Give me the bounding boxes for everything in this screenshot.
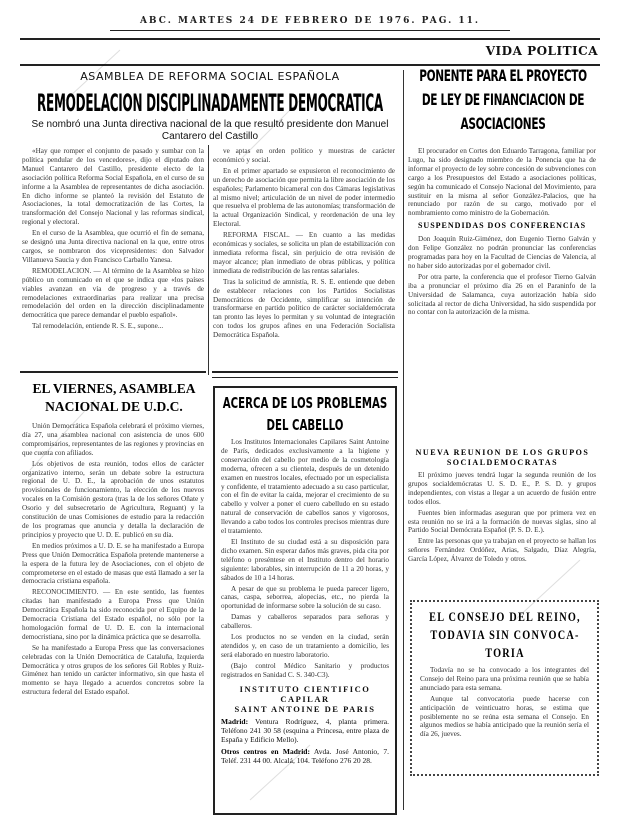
story-headline [22,88,398,118]
paragraph: A pesar de que su problema le pueda parecer ligero, canas, caspa, seborrea, alopecias, etc., no pierda la oportunidad de informarse sobre la solución de su caso. [221,584,389,611]
udc-story-body [22,422,204,812]
address-text: Avda. José Antonio, 7. Teléf. 231 44 00. Alcalá, 104. Teléfono 276 20 28. [221,746,390,765]
consejo-title-line: TORIA [484,646,525,660]
other-centers-address [221,747,389,765]
paragraph: Tras la solicitud de amnistía, R. S. E. entiende que deben de establecer relaciones con los Partidos Socialistas Democráticos de Occidente, simplificar su intención de transformarse en partido político de carácter socialdemócrata tan pronto las leyes lo permitan y su voluntad de integración con todos los grupos afines en una Federación Socialista Democrática Española. [213,277,395,340]
right-story-body [408,147,596,443]
consejo-title [412,608,597,662]
folio-rule [110,30,510,31]
socialdemocratas-body [408,471,596,593]
paragraph: Aunque tal convocatoria puede hacerse con anticipación de veinticuatro horas, se estima que posiblemente no se reúna esta semana el Consejo. En algunos medios se había anticipado que la reunión sería el día 26, jueves. [420,694,589,739]
paragraph: Se ha manifestado a Europa Press que las conversaciones celebradas con la Unión Democrática de Cataluña, Izquierda Democrática y otros grupos de los señores Gil Robles y Ruiz-Giménez han tenido un carácter informativo, sin que hasta el momento se haya llegado a acuerdos concretos sobre la estructura federal del Estado español. [22,643,204,697]
consejo-title-line: TODAVIA SIN CONVOCA- [429,628,580,642]
column-divider [403,70,404,810]
paragraph: Los objetivos de esta reunión, todos ellos de carácter organizativo interno, serán un debate sobre la estructura regional de U. D. E., la aprobación de unos estatutos provisionales de funcionamiento, la elección de los nuevos vocales en la Comisión gestora (tras la de los señores Oñate y Osorio y del subsecretario de Agricultura, Reguant) y la constitución de unas Comisiones de estudio para la redacción de los programas que anuncia y detalla la declaración de principios y proyecto que U. D. E. publicó en su día. [22,459,204,539]
main-story-column-2 [213,147,395,367]
paragraph: En el curso de la Asamblea, que ocurrió el fin de semana, se designó una Junta directiva nacional en la que, entre otros cargos, se nombraron dos vicepresidentes: don Salvador Villanueva Saucia y don Francisco Carballo Yanesa. [22,229,204,264]
main-story-column-1 [22,147,204,369]
institute-name-line: INSTITUTO CIENTIFICO CAPILAR [239,683,371,704]
consejo-body [412,662,597,745]
address-label: Madrid: [221,716,249,726]
story-rule [212,377,398,378]
paragraph: El procurador en Cortes don Eduardo Tarragona, familiar por Lugo, ha sido designado miembro de la Ponencia que ha de informar el proyecto de ley sobre concesión de subvenciones con cargo a los Presupuestos del Estado a asociaciones políticas, según ha comunicado el Consejo Nacional del Movimiento, para sustituir en la misma al señor González-Palacios, que ha renunciado por razón de su cargo, motivado por el nombramiento como ministro de la Gobernación. [408,147,596,218]
paragraph: «Hay que romper el conjunto de pasado y sumbar con la política pendular de los vencedores», dijo el diputado don Manuel Cantarero del Castillo, presidente electo de la asociación política Reforma Social Española, en el curso de su informe a la Asamblea de representantes de dicha asociación. En dicho informe se planteó la revisión del Estatuto de Asociaciones, la total democratización de las Cortes, la transformación del Consejo Nacional y las reformas sindical, regional y electoral. [22,147,204,227]
ad-title-line: DEL CABELLO [266,416,344,434]
right-headline-line: ASOCIACIONES [460,114,545,133]
paragraph: Damas y caballeros separados para señoras y caballeros. [221,613,389,631]
paragraph: Por otra parte, la conferencia que el profesor Tierno Galván iba a pronunciar el próximo día 26 en el Paraninfo de la Universidad de Salamanca, cuya autorización había sido solicitada al rector de dicha Universidad, ha sido suspendida por no contar con la autorización de la misma. [408,272,596,317]
paragraph: (Bajo control Médico Sanitario y productos registrados en Sanidad C. S. 340-C3). [221,661,389,679]
subhead-conferencias: SUSPENDIDAS DOS CONFERENCIAS [417,221,587,231]
udc-headline: EL VIERNES, ASAMBLEA NACIONAL DE U.D.C. [32,381,196,414]
institute-name [221,684,389,714]
paragraph: El próximo jueves tendrá lugar la segunda reunión de los grupos socialdemócratas U. S. D. E., P. S. D. y grupos independientes, con vistas a llegar a un acuerdo de fusión entre todos ellos. [408,471,596,506]
right-headline-line: DE LEY DE FINANCIACION DE [421,90,584,109]
paragraph: Los productos no se venden en la ciudad, serán atendidos y, en caso de un tratamiento a domicilio, les será elaborado en nuestro laboratorio. [221,633,389,659]
paragraph: Don Joaquín Ruiz-Giménez, don Eugenio Tierno Galván y don Felipe González no podrán pronunciar las conferencias programadas para hoy en la Facultad de Ciencias de Valencia, al no haber sido autorizadas por el gobernador civil. [408,235,596,270]
story-subtitle: Se nombró una Junta directiva nacional de la que resultó presidente don Manuel Cantarero del Castillo [31,119,389,142]
story-headline-text: REMODELACION DISCIPLINADAMENTE DEMOCRATICA [37,89,383,117]
section-title: VIDA POLITICA [485,44,598,58]
paragraph: El Instituto de su ciudad está a su disposición para dicho examen. Sin esperar daños más graves, pida cita por teléfono o preséntese en el Instituto dentro del horario siguiente: laborables, sin interrupción de 11 a 20 horas, y sábados de 10 a 14 horas. [221,537,389,582]
address-label: Otros centros en Madrid: [221,746,310,756]
paragraph: Todavía no se ha convocado a los integrantes del Consejo del Reino para una próxima reunión que se había anunciado para esta semana. [420,666,589,692]
consejo-title-line: EL CONSEJO DEL REINO, [428,610,581,624]
paragraph: Tal remodelación, entiende R. S. E., supone... [32,322,164,331]
subhead-socialdemocratas: NUEVA REUNION DE LOS GRUPOS SOCIALDEMOCRATAS [415,448,590,467]
paragraph: En el primer apartado se expusieron el reconocimiento de un derecho de asociación que permita la libre asociación de los españoles; Parlamento bicameral con dos Cámaras legislativas al mismo nivel; articulación de un nivel de poder intermedio que resuelva el problema de las autonomías; transformación de la actual Organización Sindical, y reordenación de una ley Electoral. [213,166,395,229]
paragraph: Los Institutos Internacionales Capilares Saint Antoine de París, dedicados exclusivamente a la higiene y conservación del cabello por medio de la cosmetología moderna, ofrecen a su clientela, después de un detenido examen en nuestros locales, efectuado por un especialista y confidente, el tratamiento adecuado a su caso particular, con el fin de evitar la caída, mejorar el crecimiento de su cabello y volver a poner el cuero cabelludo en su estado natural de conservación de cabellos sanos y vigorosos, llevando a cabo todos los controles precisos mientras dure el tratamiento. [221,438,389,536]
ad-body [215,436,395,770]
top-rule [20,38,600,40]
hair-advertisement [213,386,397,815]
institute-name-line: SAINT ANTOINE DE PARIS [234,703,376,714]
paragraph: Unión Democrática Española celebrará el próximo viernes, día 27, una asamblea nacional con asistencia de unos 600 compromisarios, representantes de las regiones y provincias en que cuenta con afiliados. [22,422,204,457]
paragraph: RECONOCIMIENTO. — En este sentido, las fuentes citadas han manifestado a Europa Press que Unión Democrática Española ha sido reconocida por el Equipo de la Democracia Cristiana del Estado español, no sólo por la homologación formal de U. D. E. con la internacional democristiana, sino por la dinámica práctica que se desarrolla. [22,588,204,641]
paragraph: Fuentes bien informadas aseguran que por primera vez en esta reunión no se irá a la formación de nuevas siglas, sino al Partido Social Demócrata Español (P. S. D. E.). [408,508,596,535]
ad-title-line: ACERCA DE LOS PROBLEMAS [222,394,388,412]
story-rule [212,371,398,373]
story-rule [20,371,206,373]
page-folio: ABC. MARTES 24 DE FEBRERO DE 1976. PAG. 11. [139,16,481,26]
paragraph: En medios próximos a U. D. E. se ha manifestado a Europa Press que Unión Democrática Española pretende mantenerse a la espera de la futura ley de Asociaciones, con el objeto de comprometerse en el estado de masas que está llamado a ser la democracia cristiana española. [22,541,204,586]
ad-title [215,392,395,436]
address-text: Ventura Rodríguez, 4, planta primera. Teléfono 241 30 58 (esquina a Princesa, entre plaza de España y Edificio Mello). [221,716,389,744]
story-kicker: ASAMBLEA DE REFORMA SOCIAL ESPAÑOLA [80,70,340,83]
right-headline [405,64,600,136]
column-divider [208,145,209,375]
paragraph: REMODELACION. — Al término de la Asamblea se hizo público un comunicado en el que se indica que «los países viables avanzan en vía de progreso y a través de remodelaciones extraordinarias para realizar una precisa remodelación del orden en la dirección disciplinadamente democrática que parece demandar el pueblo español». [22,266,204,320]
paragraph: Entre las personas que ya trabajan en el proyecto se hallan los señores Fernández Ordóñez, Arias, Salgado, Díaz Alegría, García López, Álvarez de Toledo y otros. [408,537,596,564]
madrid-address [221,717,389,744]
paragraph: ve aptas en orden político y muestras de carácter económico y social. [213,147,395,164]
paragraph: REFORMA FISCAL. — En cuanto a las medidas económicas y sociales, se solicita un plan de estabilización con inmediata reforma fiscal, sin perjuicio de otra revisión de mayor alcance; plan inmediato de obras públicas, y política inmediata de redistribución de las rentas salariales. [213,231,395,275]
consejo-box [410,600,599,776]
right-headline-line: PONENTE PARA EL PROYECTO [418,66,587,85]
